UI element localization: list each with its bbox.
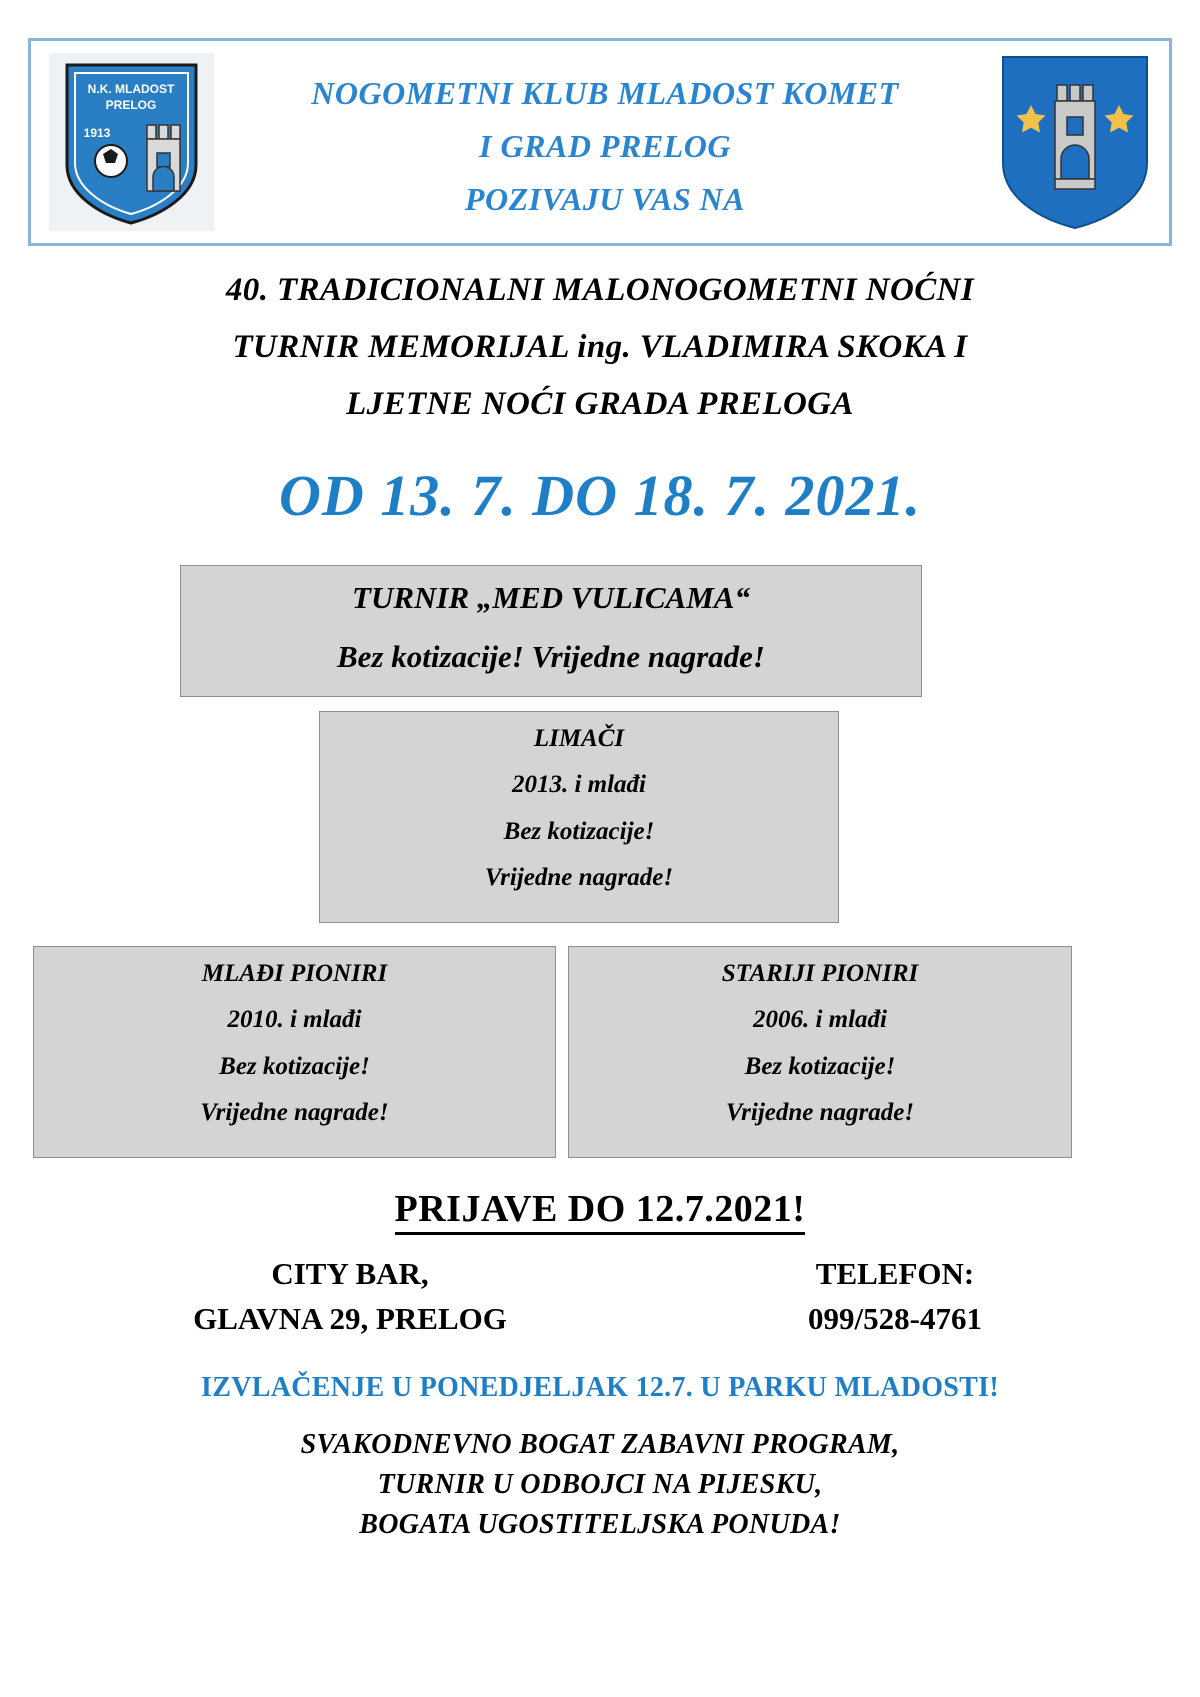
title-line-1: 40. TRADICIONALNI MALONOGOMETNI NOĆNI	[225, 272, 975, 308]
header-title-block	[231, 67, 979, 225]
title-line-2: TURNIR MEMORIJAL ing. VLADIMIRA SKOKA I	[232, 328, 968, 365]
stariji-pioniri-year: 2006. i mlađi	[752, 1006, 888, 1034]
phone-label: TELEFON:	[815, 1256, 975, 1291]
med-vulicama-title: TURNIR „MED VULICAMA“	[352, 580, 750, 615]
nk-mladost-prelog-crest	[49, 53, 214, 231]
header-line-2: I GRAD PRELOG	[479, 127, 731, 164]
stariji-pioniri-fee: Bez kotizacije!	[744, 1052, 896, 1080]
draw-notice: IZVLAČENJE U PONEDJELJAK 12.7. U PARKU MLADOSTI!	[201, 1372, 999, 1403]
phone-number[interactable]: 099/528-4761	[808, 1300, 982, 1336]
extra-program-info	[60, 1425, 1140, 1544]
mladji-pioniri-fee: Bez kotizacije!	[219, 1052, 370, 1080]
limaci-prizes: Vrijedne nagrade!	[484, 863, 674, 891]
med-vulicama-note: Bez kotizacije! Vrijedne nagrade!	[337, 638, 765, 674]
limaci-fee: Bez kotizacije!	[503, 817, 655, 845]
svg-text:1913: 1913	[83, 126, 111, 140]
venue-line-1: CITY BAR,	[271, 1256, 429, 1291]
title-line-3: LJETNE NOĆI GRADA PRELOGA	[346, 385, 854, 422]
limaci-year: 2013. i mlađi	[511, 771, 647, 799]
limaci-title: LIMAČI	[533, 725, 625, 752]
box-limaci	[319, 711, 839, 923]
mladji-pioniri-year: 2010. i mlađi	[227, 1006, 362, 1034]
stariji-pioniri-prizes: Vrijedne nagrade!	[725, 1098, 915, 1126]
poster-header	[28, 38, 1172, 246]
stariji-pioniri-title: STARIJI PIONIRI	[721, 960, 919, 987]
contact-block	[90, 1252, 1110, 1342]
registration-deadline-text: PRIJAVE DO 12.7.2021!	[395, 1188, 806, 1235]
extra-line-3: BOGATA UGOSTITELJSKA PONUDA!	[359, 1508, 841, 1540]
box-med-vulicama	[180, 565, 922, 697]
header-line-1: NOGOMETNI KLUB MLADOST KOMET	[311, 75, 899, 111]
registration-deadline	[60, 1187, 1140, 1231]
venue-line-2: GLAVNA 29, PRELOG	[193, 1300, 507, 1336]
venue-info	[90, 1252, 610, 1342]
mladji-pioniri-prizes: Vrijedne nagrade!	[200, 1098, 389, 1126]
grad-prelog-coat-of-arms	[995, 51, 1155, 233]
mladji-pioniri-title: MLAĐI PIONIRI	[201, 960, 388, 987]
header-line-3: POZIVAJU VAS NA	[464, 180, 746, 217]
tournament-title	[60, 262, 1140, 432]
extra-line-2: TURNIR U ODBOJCI NA PIJESKU,	[377, 1468, 823, 1500]
phone-info	[680, 1252, 1110, 1342]
box-stariji-pioniri	[568, 946, 1072, 1158]
tournament-dates: OD 13. 7. DO 18. 7. 2021.	[278, 463, 922, 528]
box-mladji-pioniri	[33, 946, 556, 1158]
svg-text:N.K. MLADOST: N.K. MLADOST	[87, 82, 175, 96]
extra-line-1: SVAKODNEVNO BOGAT ZABAVNI PROGRAM,	[300, 1429, 900, 1460]
svg-text:PRELOG: PRELOG	[105, 98, 157, 112]
